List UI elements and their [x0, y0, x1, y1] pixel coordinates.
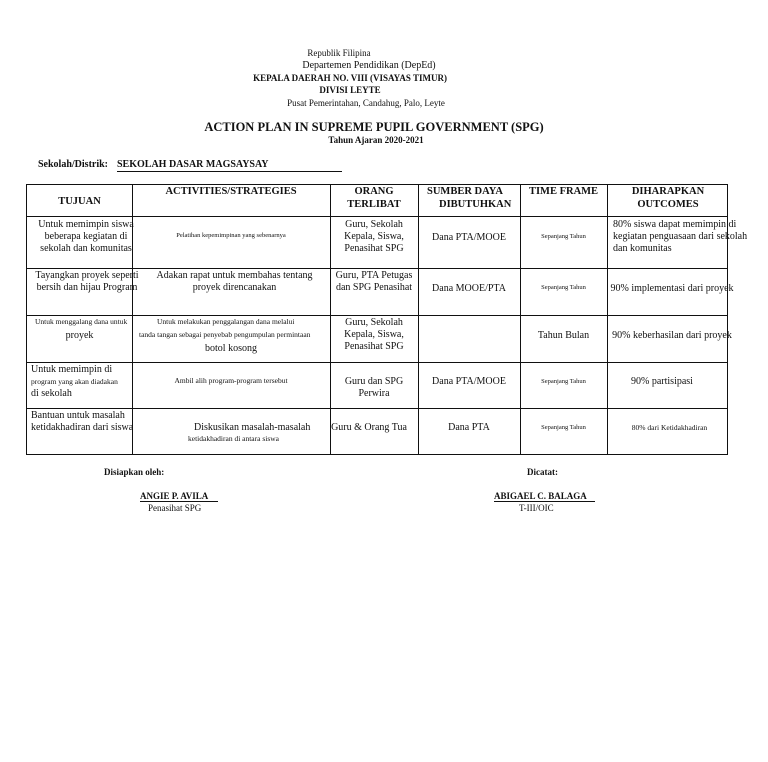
- prepared-label: Disiapkan oleh:: [104, 467, 165, 477]
- row5-orang: Guru & Orang Tua: [331, 422, 407, 433]
- plan-title: ACTION PLAN IN SUPREME PUPIL GOVERNMENT (SPG): [204, 120, 544, 134]
- prepared-name: ANGIE P. AVILA: [140, 491, 218, 502]
- header-activities: ACTIVITIES/STRATEGIES: [165, 186, 297, 197]
- row4-time: Sepanjang Tahun: [541, 378, 586, 385]
- row3-orang: Guru, Sekolah Kepala, Siswa, Penasihat SPG: [344, 317, 404, 352]
- row5-time: Sepanjang Tahun: [541, 424, 586, 431]
- action-plan-table: [26, 184, 748, 455]
- noted-name: ABIGAEL C. BALAGA: [494, 491, 595, 502]
- noted-label: Dicatat:: [527, 467, 558, 477]
- header-outcomes-1: DIHARAPKAN: [631, 186, 705, 197]
- row1-orang: Guru, Sekolah Kepala, Siswa, Penasihat SPG: [344, 219, 404, 254]
- noted-title: T-III/OIC: [519, 503, 554, 513]
- row2-activity: Adakan rapat untuk membahas tentang proyek direncanakan: [156, 270, 313, 293]
- header-department: Departemen Pendidikan (DepEd): [302, 60, 436, 71]
- row-divider: [27, 268, 727, 269]
- row3-tujuan-a: Untuk menggalang dana untuk: [35, 317, 128, 326]
- school-label: Sekolah/Distrik:: [38, 159, 109, 170]
- row1-time: Sepanjang Tahun: [541, 233, 586, 240]
- row2-tujuan: Tayangkan proyek seperti bersih dan hijau Program: [35, 270, 139, 293]
- plan-school-year: Tahun Ajaran 2020-2021: [328, 135, 424, 145]
- row5-tujuan: Bantuan untuk masalah ketidakhadiran dari siswa: [31, 410, 134, 433]
- header-sumber-2: DIBUTUHKAN: [439, 199, 512, 210]
- header-republic: Republik Filipina: [307, 48, 371, 58]
- row3-tujuan-b: proyek: [65, 330, 94, 341]
- row2-outcome: 90% implementasi dari proyek: [610, 283, 734, 294]
- row1-sumber: Dana PTA/MOOE: [432, 232, 506, 243]
- header-tujuan: TUJUAN: [58, 196, 101, 207]
- prepared-title: Penasihat SPG: [148, 503, 202, 513]
- row1-outcome: 80% siswa dapat memimpin di kegiatan penguasaan dari sekolah dan komunitas: [613, 219, 748, 254]
- row-divider: [27, 315, 727, 316]
- row4-sumber: Dana PTA/MOOE: [432, 376, 506, 387]
- row4-tujuan-a: Untuk memimpin di: [31, 364, 113, 375]
- header-outcomes-2: OUTCOMES: [637, 199, 699, 210]
- row3-activity-c: botol kosong: [205, 343, 257, 354]
- col-divider: [520, 185, 521, 454]
- row4-outcome: 90% partisipasi: [631, 376, 693, 387]
- row1-activity: Pelatihan kepemimpinan yang sebenarnya: [176, 232, 286, 239]
- row5-activity-a: Diskusikan masalah-masalah: [194, 422, 311, 433]
- row5-sumber: Dana PTA: [448, 422, 490, 433]
- row3-activity-b: tanda tangan sebagai penyebab pengumpulan permintaan: [139, 330, 311, 339]
- header-orang-1: ORANG: [354, 186, 394, 197]
- row-divider: [27, 362, 727, 363]
- col-divider: [418, 185, 419, 454]
- row4-orang: Guru dan SPG Perwira: [344, 376, 404, 399]
- school-name: SEKOLAH DASAR MAGSAYSAY: [117, 159, 342, 172]
- col-divider: [607, 185, 608, 454]
- row-divider: [27, 408, 727, 409]
- row1-tujuan: Untuk memimpin siswa beberapa kegiatan di sekolah dan komunitas: [38, 219, 134, 254]
- row2-sumber: Dana MOOE/PTA: [432, 283, 506, 294]
- header-time-frame: TIME FRAME: [528, 186, 599, 197]
- row4-tujuan-c: di sekolah: [31, 388, 72, 399]
- row5-activity-b: ketidakhadiran di antara siswa: [188, 434, 280, 443]
- header-orang-2: TERLIBAT: [347, 199, 401, 210]
- row-divider: [27, 216, 727, 217]
- row4-tujuan-b: program yang akan diadakan: [31, 377, 118, 386]
- row4-activity: Ambil alih program-program tersebut: [174, 376, 288, 385]
- row2-time: Sepanjang Tahun: [541, 284, 586, 291]
- row3-activity-a: Untuk melakukan penggalangan dana melalui: [157, 317, 295, 326]
- row5-outcome: 80% dari Ketidakhadiran: [631, 423, 708, 432]
- header-region: KEPALA DAERAH NO. VIII (VISAYAS TIMUR): [253, 73, 447, 83]
- header-sumber-1: SUMBER DAYA: [427, 186, 503, 197]
- row3-outcome: 90% keberhasilan dari proyek: [612, 330, 732, 341]
- row3-time: Tahun Bulan: [537, 330, 590, 341]
- row2-orang: Guru, PTA Petugas dan SPG Penasihat: [335, 270, 413, 293]
- header-address: Pusat Pemerintahan, Candahug, Palo, Leyte: [287, 98, 445, 108]
- header-division: DIVISI LEYTE: [319, 85, 381, 95]
